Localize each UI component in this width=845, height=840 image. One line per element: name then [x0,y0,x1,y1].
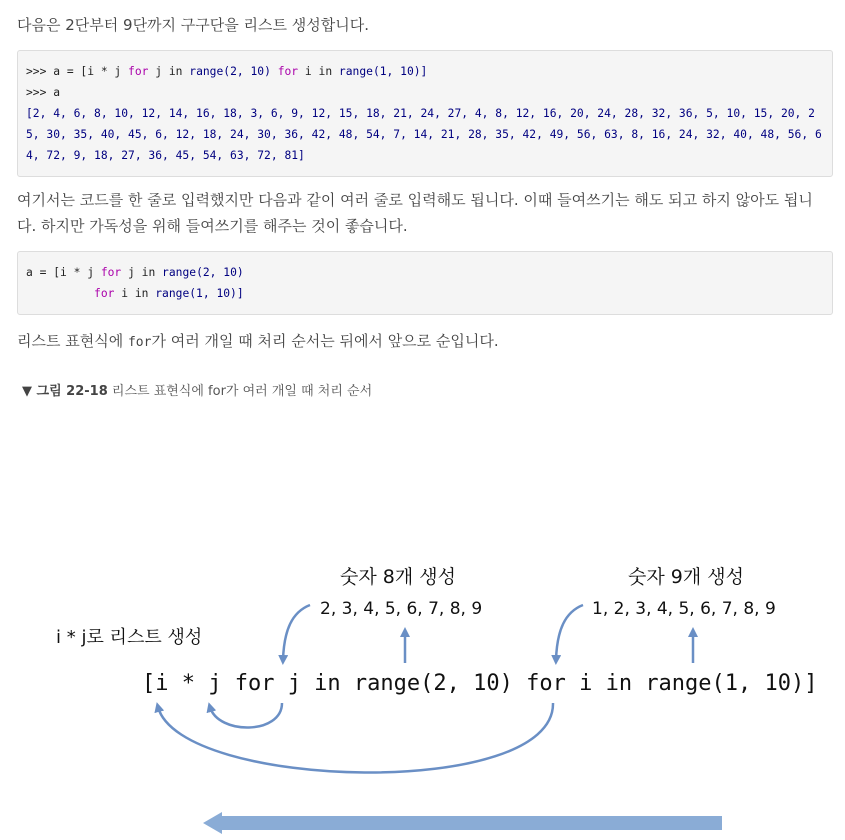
list-expression: [i * j for j in range(2, 10) for i in range(1, 10)] [142,671,818,696]
code2-mid-1: j in [121,266,163,279]
code1-prompt: >>> [26,65,54,78]
order-inline-code: for [127,335,152,350]
order-paragraph [17,328,827,356]
code1-range-1: range [189,65,224,78]
code2-args-2: (1, 10)] [189,287,244,300]
sequence-8-numbers: 2, 3, 4, 5, 6, 7, 8, 9 [320,599,483,619]
code1-pre: a = [i * j [53,65,129,78]
explanation-paragraph: 여기서는 코드를 한 줄로 입력했지만 다음과 같이 여러 줄로 입력해도 됩니다. 이때 들여쓰기는 해도 되고 하지 않아도 됩니다. 하지만 가독성을 위해 들여쓰기를 해주는 것이 좋습니다. [17,191,813,235]
code2-pre: a = [i * j [26,266,101,279]
code1-mid-1: j in [148,65,190,78]
code2-line2 [26,283,822,304]
arrow-j-to-j [210,703,282,728]
label-list-creation: i * j로 리스트 생성 [56,627,203,648]
code1-args-1: (2, 10) [223,65,278,78]
code1-line2: >>> a [26,86,61,99]
code-block-1 [17,50,833,177]
caption-marker: ▼ 그림 22-18 [22,384,108,399]
code2-indent [26,287,94,300]
code2-keyword-for-2: for [94,287,115,300]
code2-mid-2: i in [114,287,156,300]
code1-output: [2, 4, 6, 8, 10, 12, 14, 16, 18, 3, 6, 9, 12, 15, 18, 21, 24, 27, 4, 8, 12, 16, 20, 24, 28, 32, 36, 5, 10, 15, 20, 25, 30, 35, 40, 45, 6, 12, 18, 24, 30, 36, 42, 48, 54, 7, 14, 21, 28, 35, 42, 49, 56, 63, 8, 16, 24, 32, 40, 48, 56, 64, 72, 9, 18, 27, 36, 45, 54, 63, 72, 81] [26,107,822,162]
code2-range-2: range [155,287,190,300]
code1-args-2: (1, 10)] [372,65,428,78]
sequence-9-numbers: 1, 2, 3, 4, 5, 6, 7, 8, 9 [592,599,776,619]
code2-keyword-for-1: for [100,266,122,279]
figure-caption [22,382,372,402]
order-text-before: 리스트 표현식에 [17,332,128,350]
label-8-numbers: 숫자 8개 생성 [340,566,456,588]
label-9-numbers: 숫자 9개 생성 [628,566,744,588]
arrow-seq8-to-j [283,605,310,660]
code2-line1 [26,262,822,283]
order-text-after: 가 여러 개일 때 처리 순서는 뒤에서 앞으로 순입니다. [151,332,499,350]
caption-text: 리스트 표현식에 for가 여러 개일 때 처리 순서 [107,384,373,399]
code1-line1 [26,61,822,82]
code1-mid-2: i in [298,65,339,78]
code2-range-1: range [162,266,197,279]
arrow-seq9-to-i [556,605,583,660]
code2-args-1: (2, 10) [196,266,244,279]
code-block-2 [17,251,833,315]
intro-paragraph: 다음은 2단부터 9단까지 구구단을 리스트 생성합니다. [17,16,369,34]
arrow-i-to-i [158,703,553,773]
code1-keyword-for-1: for [128,65,149,78]
code1-keyword-for-2: for [277,65,299,78]
direction-arrow-left [203,812,722,834]
code1-range-2: range [338,65,373,78]
